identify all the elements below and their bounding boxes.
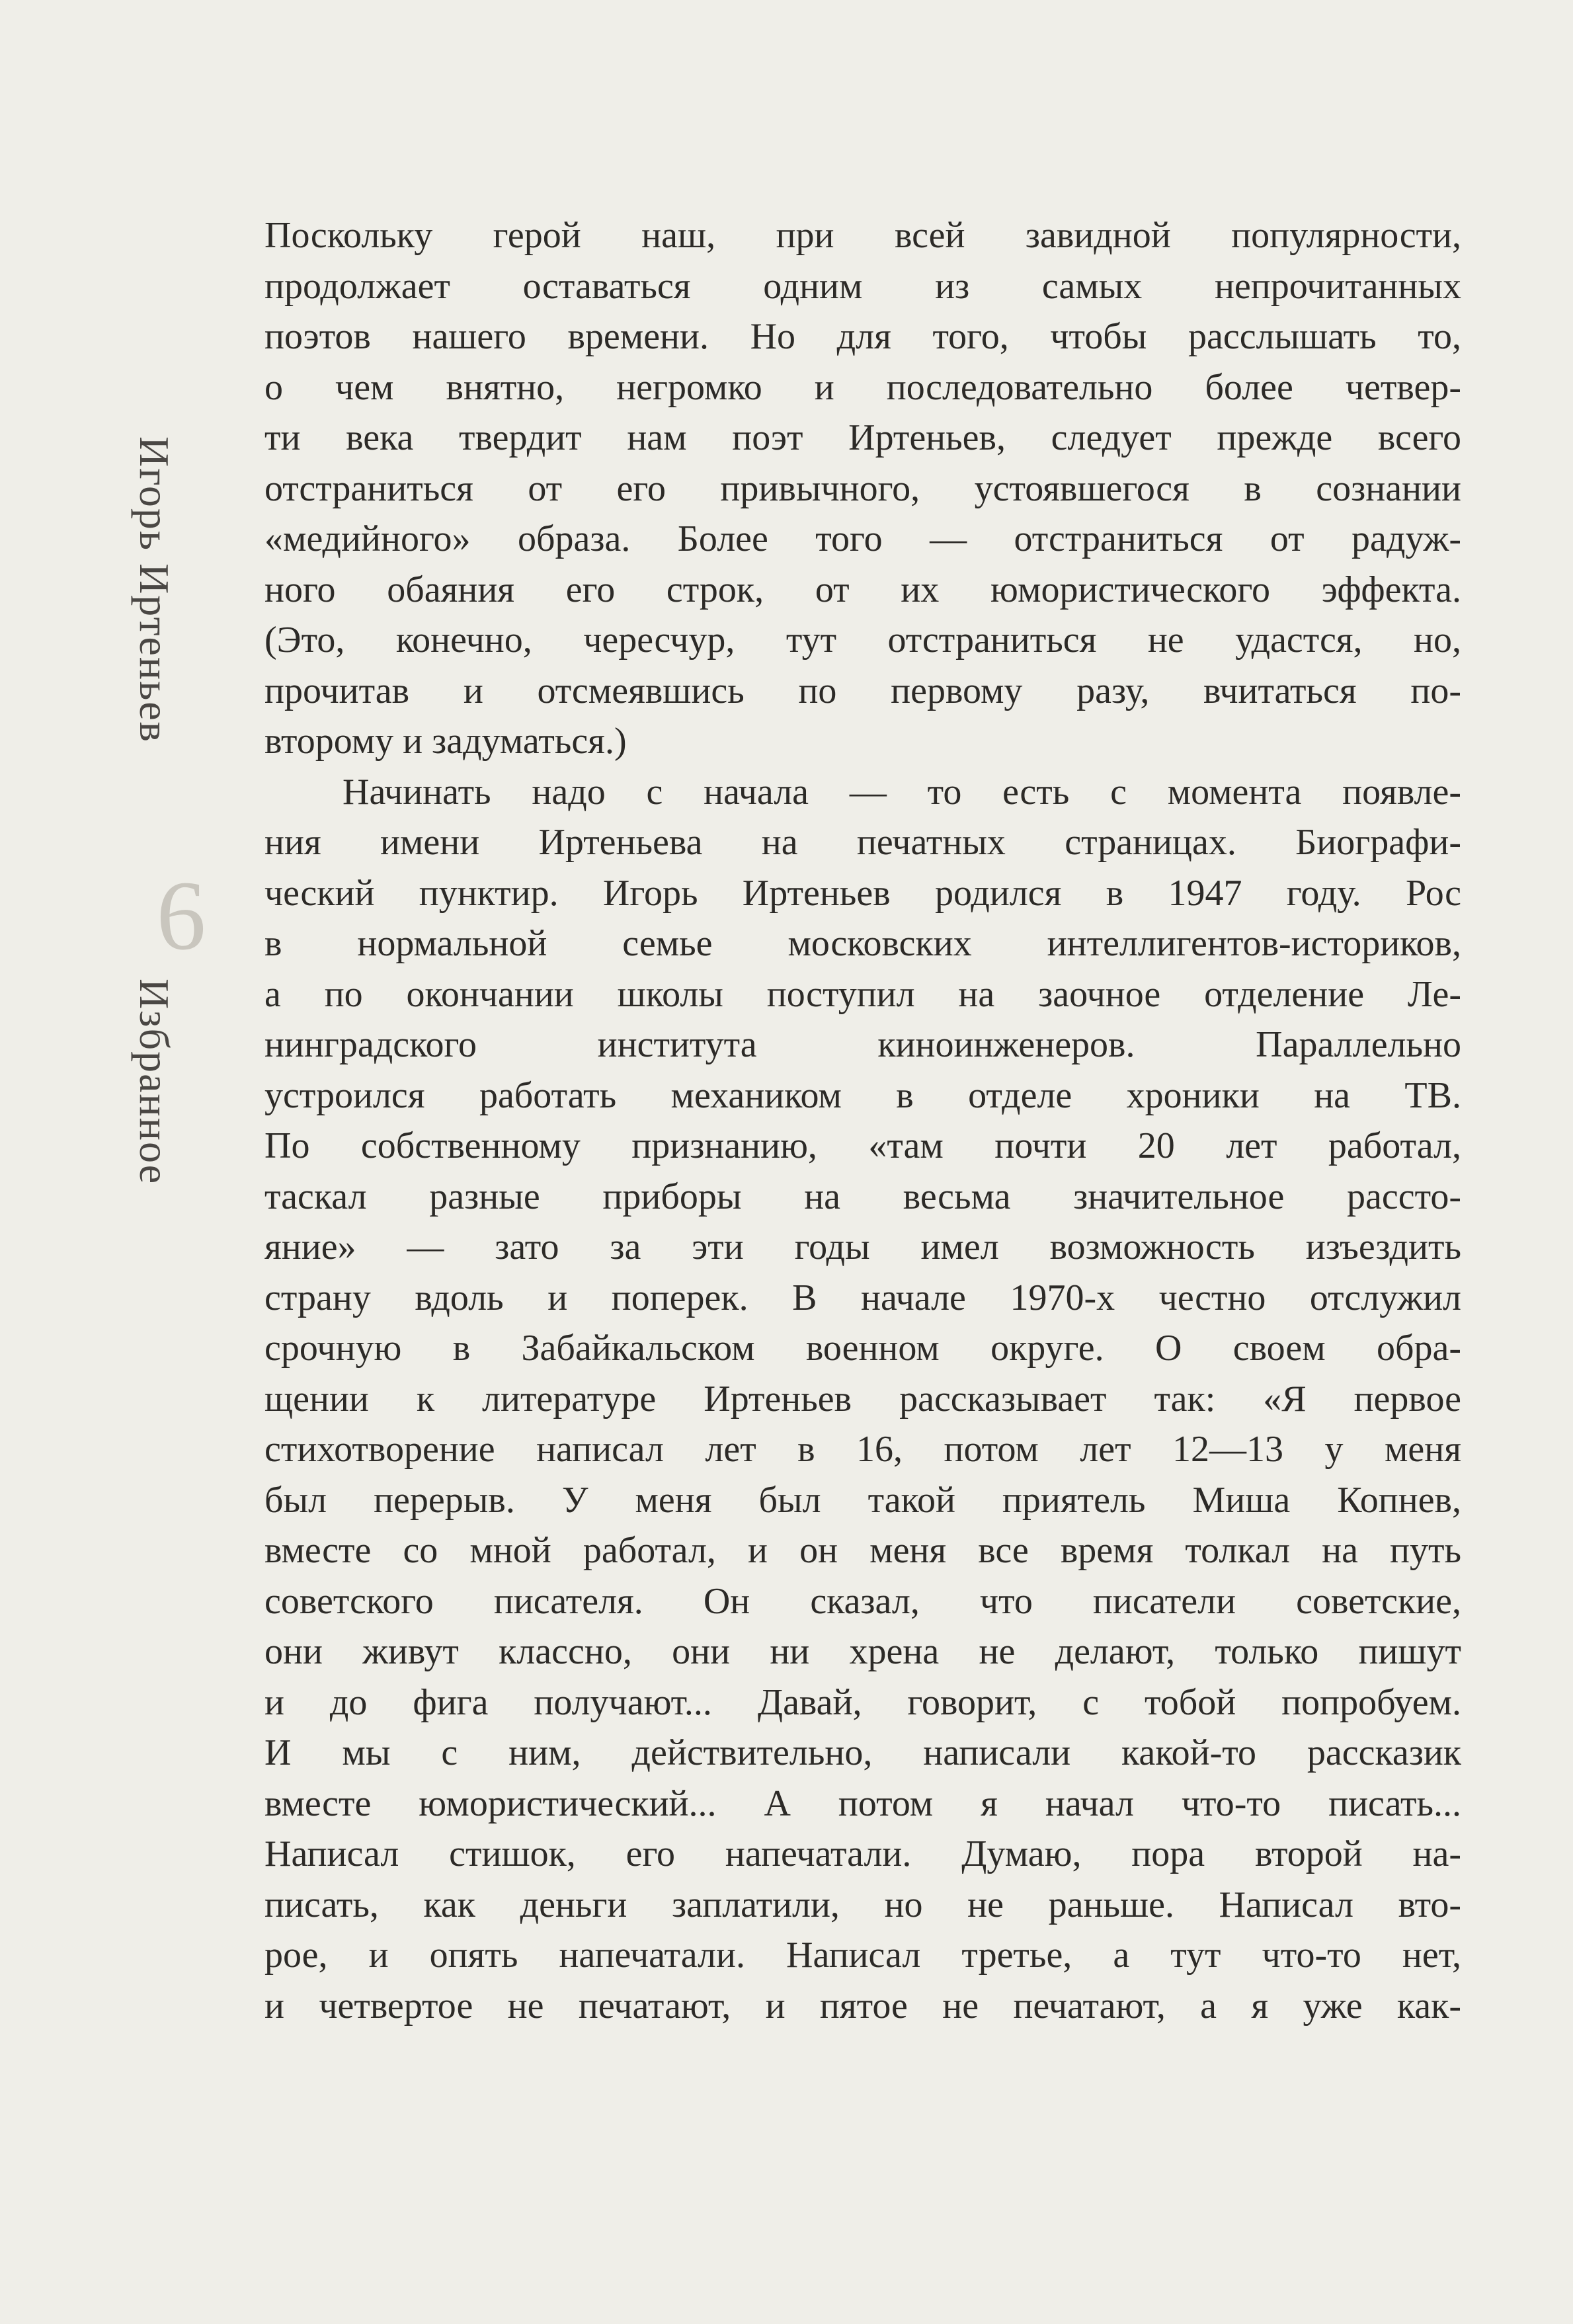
paragraph: [264, 767, 1461, 2032]
text-line: а по окончании школы поступил на заочное отделение Ле-: [264, 973, 1461, 1015]
text-line: (Это, конечно, чересчур, тут отстраниться не удастся, но,: [264, 620, 1461, 661]
running-head-author: Игорь Иртеньев: [131, 436, 178, 743]
text-line: ного обаяния его строк, от их юмористического эффекта.: [264, 569, 1461, 610]
text-line: Начинать надо с начала — то есть с момента появле-: [343, 771, 1461, 813]
text-line: устроился работать механиком в отделе хроники на ТВ.: [264, 1074, 1461, 1116]
text-line: ния имени Иртеньева на печатных страницах. Биографи-: [264, 822, 1461, 863]
text-line: о чем внятно, негромко и последовательно более четвер-: [264, 366, 1461, 408]
text-line: в нормальной семье московских интеллигентов-историков,: [264, 923, 1461, 964]
text-line: Написал стишок, его напечатали. Думаю, пора второй на-: [264, 1833, 1461, 1874]
paragraph: [264, 210, 1461, 767]
text-line: щении к литературе Иртеньев рассказывает так: «Я первое: [264, 1378, 1461, 1420]
text-line: был перерыв. У меня был такой приятель Миша Копнев,: [264, 1479, 1461, 1521]
text-line: По собственному признанию, «там почти 20 лет работал,: [264, 1125, 1461, 1166]
text-line: И мы с ним, действительно, написали какой-то рассказик: [264, 1732, 1461, 1773]
text-line: вместе со мной работал, и он меня все время толкал на путь: [264, 1530, 1461, 1571]
text-line: стихотворение написал лет в 16, потом лет 12—13 у меня: [264, 1429, 1461, 1470]
text-line: срочную в Забайкальском военном округе. О своем обра-: [264, 1328, 1461, 1369]
text-line: продолжает оставаться одним из самых непрочитанных: [264, 265, 1461, 307]
text-line: прочитав и отсмеявшись по первому разу, вчитаться по-: [264, 670, 1461, 711]
text-line: таскал разные приборы на весьма значительное рассто-: [264, 1176, 1461, 1217]
text-line: рое, и опять напечатали. Написал третье, а тут что-то нет,: [264, 1935, 1461, 1976]
text-line: отстраниться от его привычного, устоявшегося в сознании: [264, 467, 1461, 509]
page-number: 6: [156, 861, 206, 971]
text-line: ти века твердит нам поэт Иртеньев, следует прежде всего: [264, 417, 1461, 458]
text-line: нинградского института киноинженеров. Параллельно: [264, 1024, 1461, 1065]
text-line: второму и задуматься.): [264, 721, 627, 762]
text-line: и до фига получают... Давай, говорит, с тобой попробуем.: [264, 1681, 1461, 1723]
body-text: [264, 210, 1461, 2031]
text-line: они живут классно, они ни хрена не делают, только пишут: [264, 1631, 1461, 1672]
text-line: Поскольку герой наш, при всей завидной популярности,: [264, 215, 1461, 256]
text-line: поэтов нашего времени. Но для того, чтобы расслышать то,: [264, 316, 1461, 357]
running-head-book-title: Избранное: [131, 979, 178, 1185]
text-line: «медийного» образа. Более того — отстраниться от радуж-: [264, 518, 1461, 559]
text-line: вместе юмористический... А потом я начал что-то писать...: [264, 1783, 1461, 1824]
text-line: страну вдоль и поперек. В начале 1970-х честно отслужил: [264, 1277, 1461, 1318]
text-line: советского писателя. Он сказал, что писатели советские,: [264, 1580, 1461, 1622]
text-line: писать, как деньги заплатили, но не раньше. Написал вто-: [264, 1884, 1461, 1925]
running-head: [131, 436, 218, 1296]
text-line: ческий пунктир. Игорь Иртеньев родился в 1947 году. Рос: [264, 872, 1461, 914]
text-line: и четвертое не печатают, и пятое не печатают, а я уже как-: [264, 1985, 1461, 2026]
text-line: яние» — зато за эти годы имел возможность изъездить: [264, 1226, 1461, 1267]
